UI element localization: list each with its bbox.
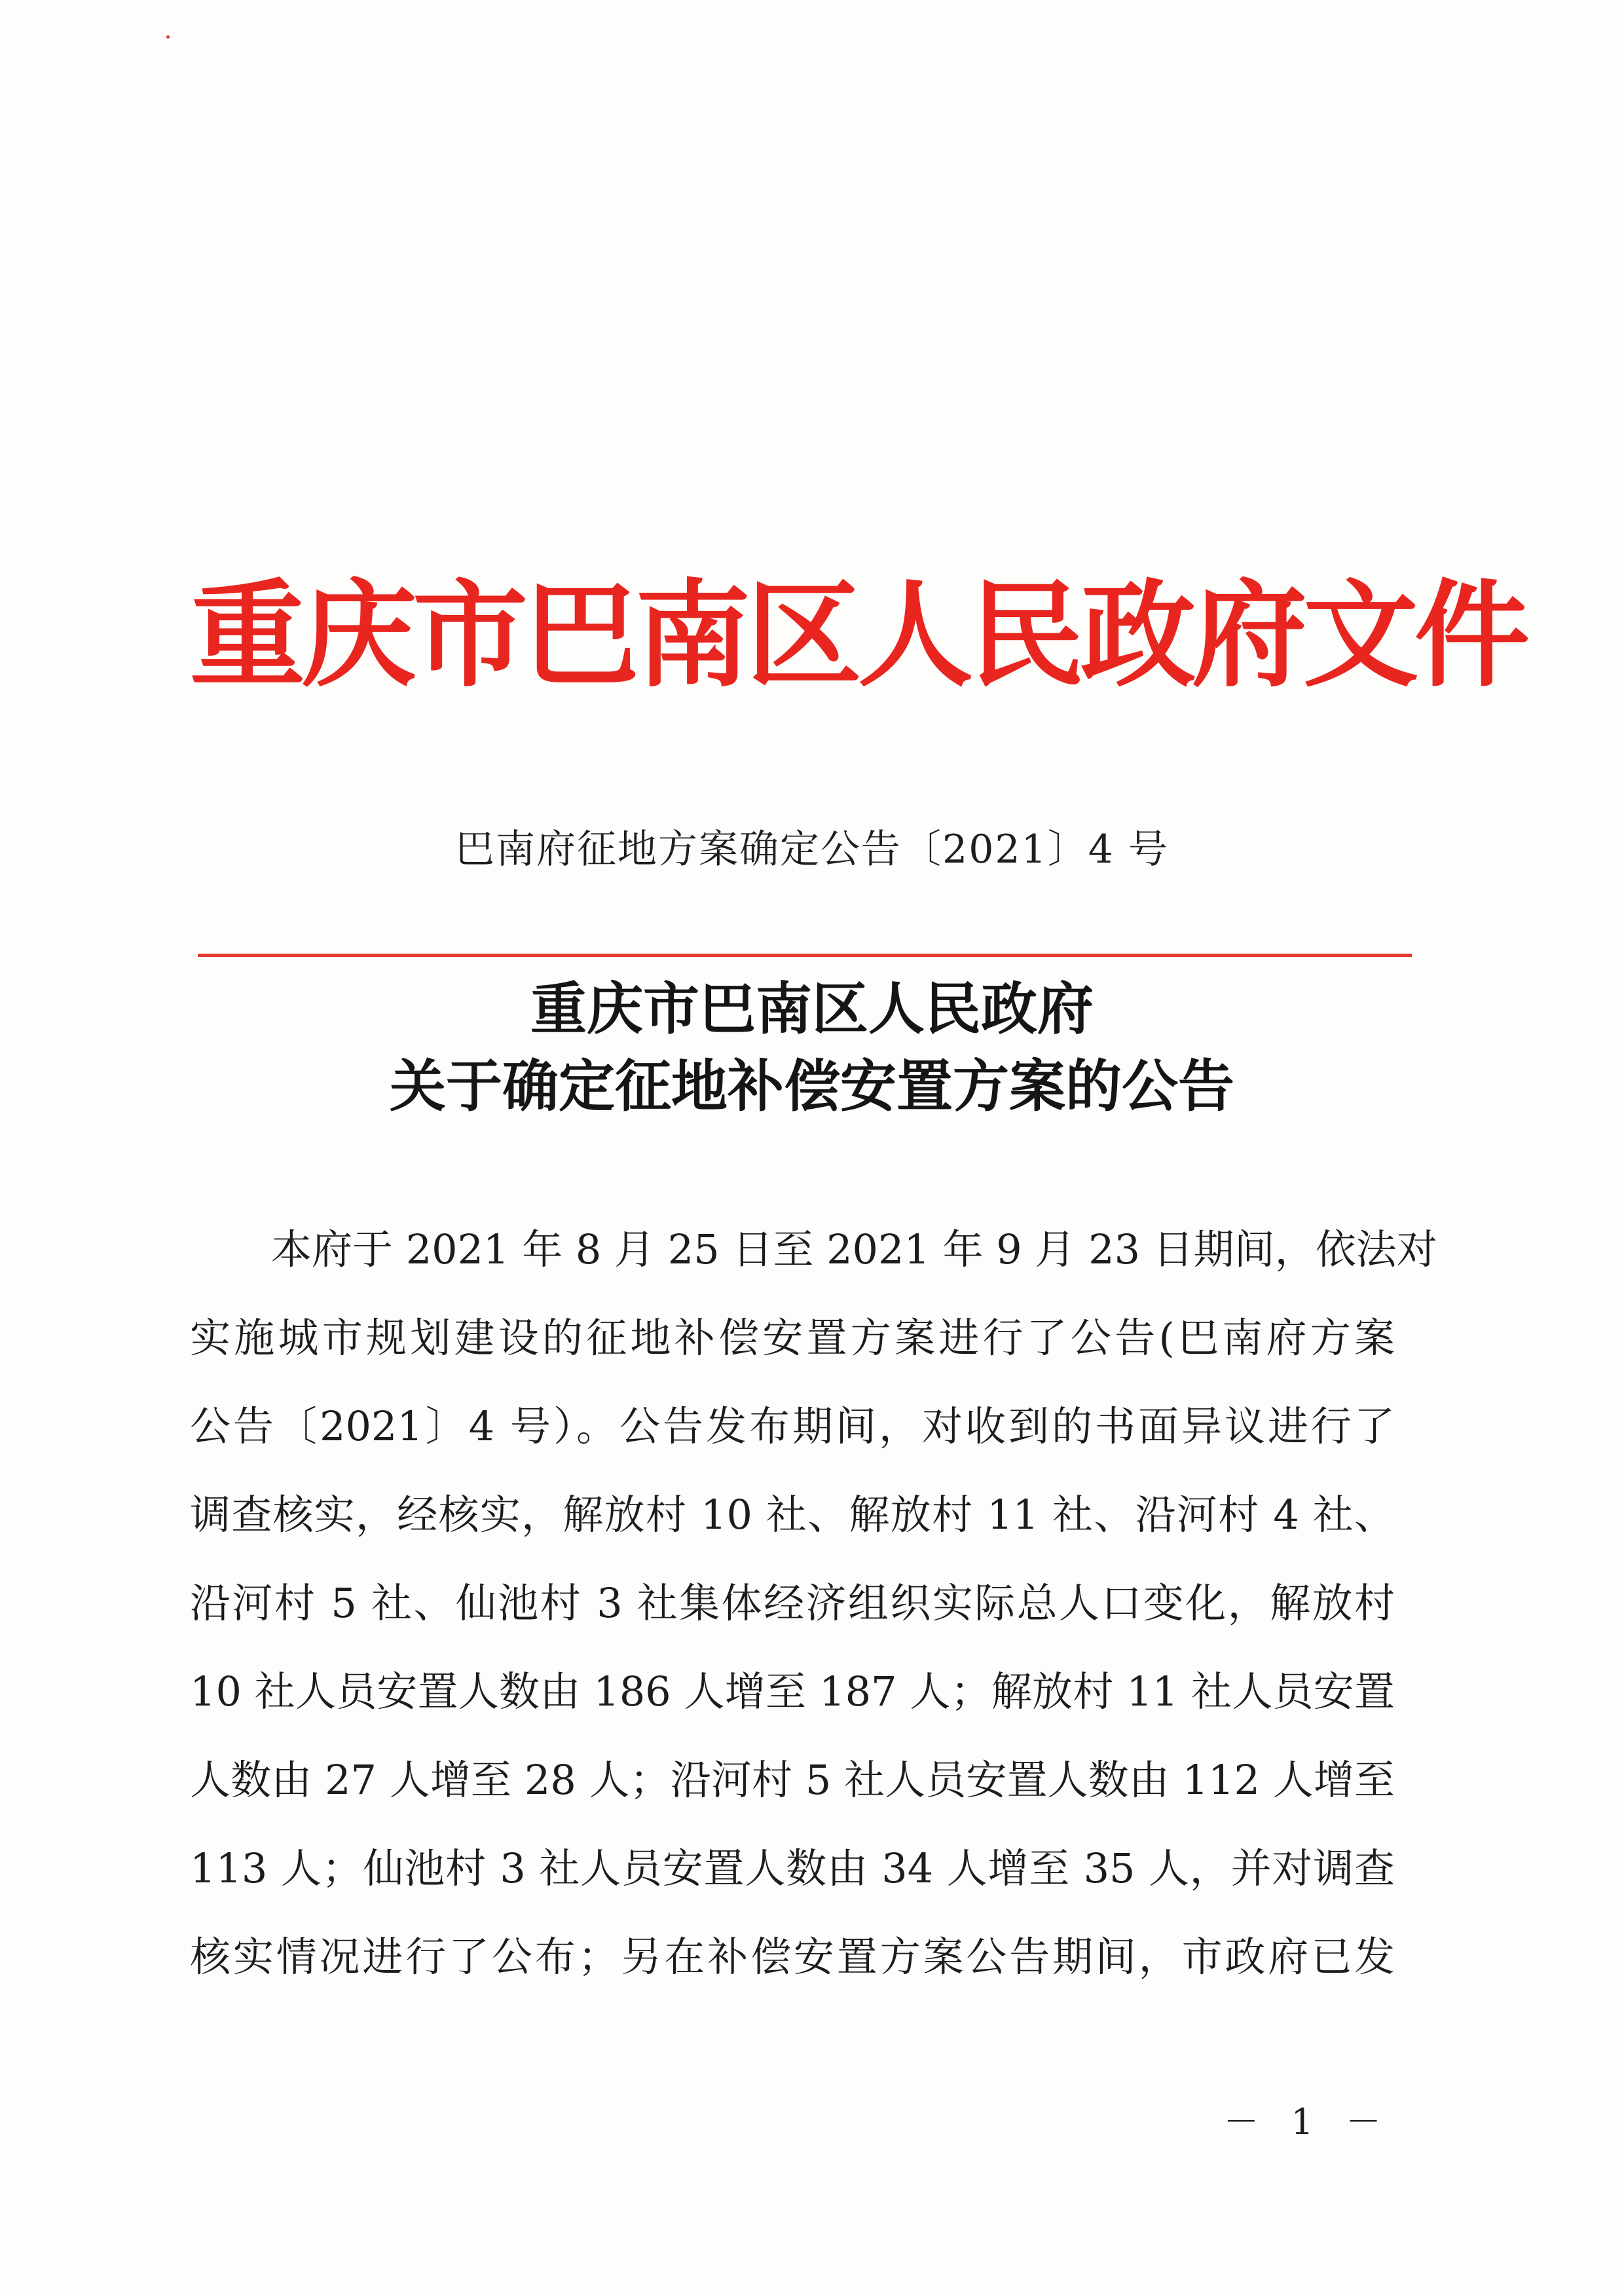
document-number: 巴南府征地方案确定公告〔2021〕4 号 — [455, 827, 1169, 872]
body-line: 公告〔2021〕4 号）。公告发布期间，对收到的书面异议进行了 — [190, 1402, 1395, 1450]
body-line: 核实情况进行了公布；另在补偿安置方案公告期间，市政府已发 — [190, 1933, 1395, 1981]
title-line-2: 关于确定征地补偿安置方案的公告 — [390, 1053, 1234, 1119]
page-number: － 1 － — [1223, 2101, 1392, 2142]
body-line: 沿河村 5 社、仙池村 3 社集体经济组织实际总人口变化，解放村 — [190, 1579, 1395, 1627]
document-masthead: 重庆市巴南区人民政府文件 — [190, 567, 1526, 703]
red-mark — [166, 35, 170, 39]
body-line: 本府于 2021 年 8 月 25 日至 2021 年 9 月 23 日期间，依法对 — [271, 1225, 1437, 1273]
body-paragraph — [190, 1205, 1437, 2001]
body-line: 人数由 27 人增至 28 人；沿河村 5 社人员安置人数由 112 人增至 — [190, 1756, 1395, 1804]
body-line: 113 人；仙池村 3 社人员安置人数由 34 人增至 35 人，并对调查 — [190, 1844, 1395, 1892]
document-title — [190, 971, 1434, 1125]
body-line: 调查核实，经核实，解放村 10 社、解放村 11 社、沿河村 4 社、 — [190, 1491, 1395, 1539]
title-line-1: 重庆市巴南区人民政府 — [530, 976, 1094, 1042]
body-line: 实施城市规划建设的征地补偿安置方案进行了公告(巴南府方案 — [190, 1314, 1395, 1362]
body-line: 10 社人员安置人数由 186 人增至 187 人；解放村 11 社人员安置 — [190, 1668, 1395, 1715]
red-divider-line — [198, 954, 1412, 957]
